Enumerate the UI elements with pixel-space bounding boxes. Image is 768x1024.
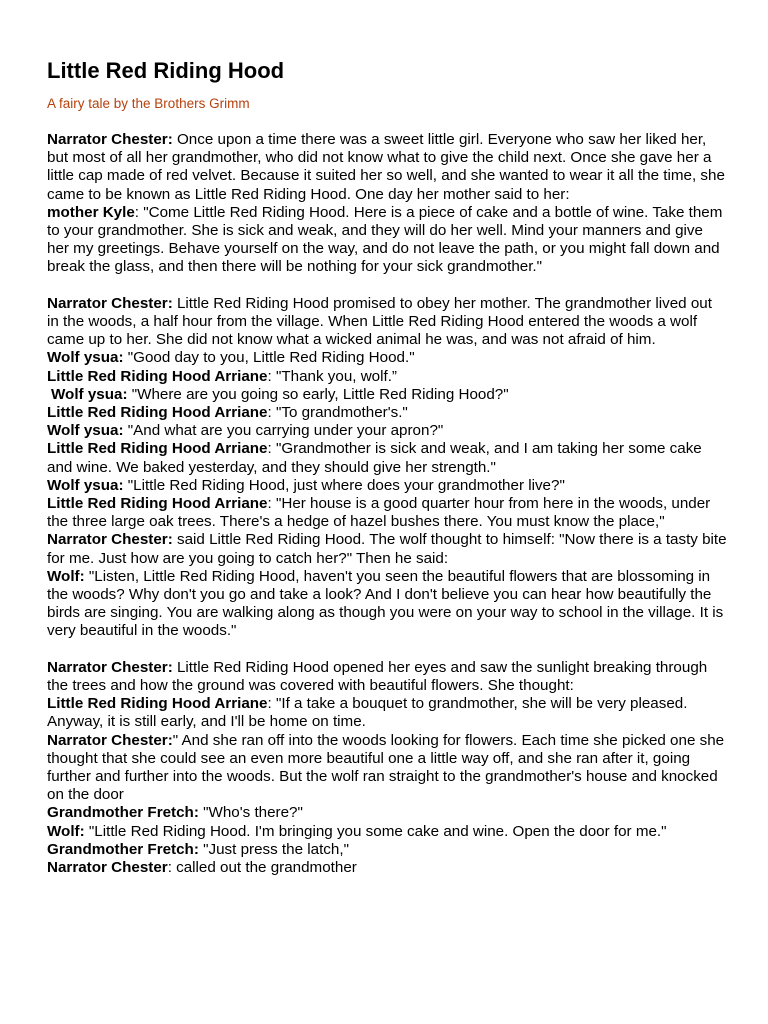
dialogue-text: : called out the grandmother [167, 859, 357, 877]
speaker-name: Little Red Riding Hood Arriane [47, 367, 268, 385]
script-line [47, 386, 727, 404]
script-body [47, 131, 727, 877]
script-line [47, 823, 727, 841]
speaker-name: Narrator Chester: [47, 131, 173, 148]
speaker-name: Narrator Chester [47, 859, 168, 877]
script-line [47, 495, 727, 531]
script-line [47, 841, 727, 859]
speaker-name: Wolf: [47, 822, 85, 840]
dialogue-text: "And what are you carrying under your apron?" [123, 422, 444, 440]
dialogue-text: "Little Red Riding Hood. I'm bringing you some cake and wine. Open the door for me." [84, 822, 667, 840]
script-line [47, 131, 727, 204]
dialogue-text: "Where are you going so early, Little Red Riding Hood?" [127, 385, 509, 403]
speaker-name: Little Red Riding Hood Arriane [47, 695, 268, 713]
document-subtitle: A fairy tale by the Brothers Grimm [47, 96, 250, 111]
dialogue-text: said Little Red Riding Hood. The wolf thought to himself: "Now there is a tasty bite for me. Just how are you going to catch her?" Then he said: [47, 531, 727, 567]
script-line [47, 440, 727, 476]
speaker-name: Narrator Chester: [47, 658, 173, 676]
speaker-name: Grandmother Fretch: [47, 840, 199, 858]
script-line [47, 204, 727, 277]
script-line [47, 349, 727, 367]
speaker-name: Narrator Chester: [47, 531, 173, 549]
speaker-name: Wolf ysua: [47, 476, 124, 494]
dialogue-text: : "To grandmother's." [267, 404, 408, 422]
dialogue-text: : "Her house is a good quarter hour from here in the woods, under the three large oak trees. There's a hedge of hazel bushes there. You must know the place," [47, 495, 711, 531]
speaker-name: Little Red Riding Hood Arriane [47, 404, 268, 422]
script-line [47, 804, 727, 822]
dialogue-text: : "Come Little Red Riding Hood. Here is a piece of cake and a bottle of wine. Take them to your grandmother. She is sick and weak, and they will do her well. Mind your manners and give her my greetings. Behave yourself on the way, and do not leave the path, or you might fall down and break the glass, and then there will be nothing for your sick grandmother." [47, 203, 723, 276]
dialogue-text: "Just press the latch," [198, 840, 349, 858]
speaker-name: Little Red Riding Hood Arriane [47, 440, 268, 458]
dialogue-text: "Who's there?" [198, 804, 303, 822]
speaker-name: Wolf ysua: [51, 385, 128, 403]
dialogue-text: Little Red Riding Hood promised to obey her mother. The grandmother lived out in the woods, a half hour from the village. When Little Red Riding Hood entered the woods a wolf came up to her. She did not know what a wicked animal he was, and was not afraid of him. [47, 294, 712, 349]
dialogue-text: : "Grandmother is sick and weak, and I am taking her some cake and wine. We baked yesterday, and they should give her strength." [47, 440, 702, 476]
speaker-name: Wolf ysua: [47, 422, 124, 440]
speaker-name: Wolf ysua: [47, 349, 124, 367]
script-line [47, 732, 727, 805]
script-line [47, 531, 727, 567]
dialogue-text: "Little Red Riding Hood, just where does your grandmother live?" [123, 476, 565, 494]
speaker-name: mother Kyle [47, 203, 135, 221]
dialogue-text: Once upon a time there was a sweet little girl. Everyone who saw her liked her, but most of all her grandmother, who did not know what to give the child next. Once she gave her a little cap made of red velvet. Because it suited her so well, and she wanted to wear it all the time, she came to be known as Little Red Riding Hood. One day her mother said to her: [47, 131, 725, 203]
dialogue-text: " And she ran off into the woods looking for flowers. Each time she picked one she thought that she could see an even more beautiful one a little way off, and she ran after it, going further and further into the woods. But the wolf ran straight to the grandmother's house and knocked on the door [47, 731, 725, 804]
speaker-name: Wolf: [47, 567, 85, 585]
script-line [47, 568, 727, 641]
speaker-name: Little Red Riding Hood Arriane [47, 495, 268, 513]
script-line [47, 368, 727, 386]
script-line [47, 695, 727, 731]
speaker-name: Narrator Chester: [47, 294, 173, 312]
speaker-name: Narrator Chester: [47, 731, 173, 749]
script-line [47, 295, 727, 350]
dialogue-text: : "Thank you, wolf.” [267, 367, 397, 385]
document-title: Little Red Riding Hood [47, 58, 285, 83]
paragraph-gap [47, 277, 727, 295]
dialogue-text: Little Red Riding Hood opened her eyes and saw the sunlight breaking through the trees and how the ground was covered with beautiful flowers. She thought: [47, 658, 708, 695]
dialogue-text: "Good day to you, Little Red Riding Hood." [123, 349, 415, 367]
script-line [47, 422, 727, 440]
script-line [47, 404, 727, 422]
script-line [47, 859, 727, 877]
speaker-name: Grandmother Fretch: [47, 804, 199, 822]
dialogue-text: "Listen, Little Red Riding Hood, haven't you seen the beautiful flowers that are blossoming in the woods? Why don't you go and take a look? And I don't believe you can hear how beautifully the birds are singing. You are walking along as though you were on your way to school in the village. It is very beautiful in the woods." [47, 567, 724, 640]
script-line [47, 477, 727, 495]
paragraph-gap [47, 641, 727, 659]
script-line [47, 659, 727, 695]
dialogue-text: : "If a take a bouquet to grandmother, she will be very pleased. Anyway, it is still early, and I'll be home on time. [47, 695, 688, 731]
